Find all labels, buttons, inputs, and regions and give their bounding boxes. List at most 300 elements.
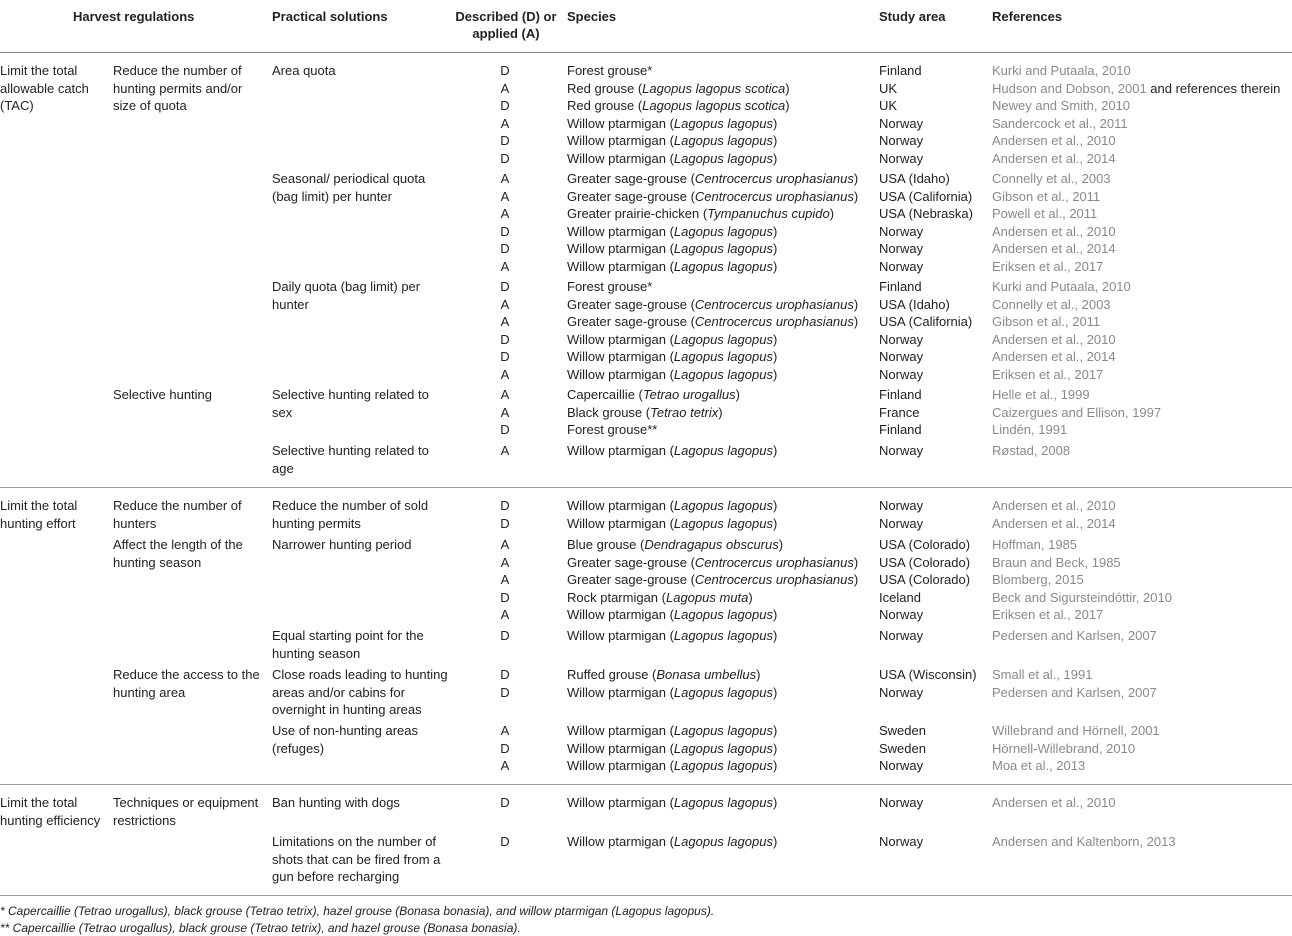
row-species [567, 115, 777, 133]
species-close-paren: ) [748, 589, 753, 605]
row-species [567, 740, 777, 758]
row-code: D [500, 331, 510, 347]
species-scientific-name: Lagopus lagopus [673, 150, 773, 166]
row-reference [992, 348, 1116, 366]
reference-link[interactable]: Kurki and Putaala, 2010 [992, 279, 1131, 294]
reference-link[interactable]: Andersen et al., 2014 [992, 515, 1116, 531]
species-scientific-name: Lagopus lagopus [673, 115, 773, 131]
species-scientific-name: Lagopus lagopus [673, 795, 773, 810]
row-study-area: Finland [879, 279, 922, 294]
reference-link[interactable]: Hoffman, 1985 [992, 537, 1078, 552]
reference-link[interactable]: Newey and Smith, 2010 [992, 98, 1131, 113]
reference-link[interactable]: Braun and Beck, 1985 [992, 554, 1121, 570]
reference-link[interactable]: Andersen et al., 2010 [992, 331, 1116, 347]
row-study-area: USA (Nebraska) [879, 206, 973, 221]
species-close-paren: ) [772, 795, 778, 810]
row-reference [992, 223, 1116, 241]
row-reference [992, 150, 1116, 168]
row-code: A [500, 366, 510, 382]
species-close-paren: ) [772, 498, 778, 513]
row-species [567, 606, 777, 624]
row-study-area: Norway [879, 684, 924, 700]
species-close-paren: ) [778, 537, 784, 552]
species-scientific-name: Lagopus lagopus scotica [642, 80, 786, 96]
header-harvest-regulations: Harvest regulations [73, 9, 195, 24]
species-common-name: Willow ptarmigan ( [567, 740, 674, 756]
reference-link[interactable]: Gibson et al., 2011 [992, 188, 1101, 204]
section-divider [0, 784, 1292, 785]
row-species [567, 442, 777, 460]
row-reference [992, 606, 1103, 624]
species-scientific-name: Lagopus lagopus [673, 223, 773, 239]
row-reference [992, 366, 1103, 384]
species-common-name: Willow ptarmigan ( [567, 150, 674, 166]
species-common-name: Willow ptarmigan ( [567, 241, 674, 256]
species-close-paren: ) [772, 515, 778, 531]
row-study-area: Norway [879, 366, 924, 382]
species-common-name: Willow ptarmigan ( [567, 723, 674, 738]
species-common-name: Blue grouse ( [567, 537, 645, 552]
row-species [567, 205, 834, 223]
row-code: D [500, 628, 510, 643]
header-practical-solutions: Practical solutions [272, 9, 388, 24]
row-study-area: Norway [879, 241, 924, 256]
species-close-paren: ) [772, 331, 778, 347]
solution-daily-quota: Daily quota (bag limit) per hunter [272, 279, 421, 312]
solution-close-roads: Close roads leading to hunting areas and/or cabins for overnight in hunting areas [272, 667, 448, 717]
reference-link[interactable]: Caizergues and Ellison, 1997 [992, 404, 1162, 420]
species-common-name: Willow ptarmigan ( [567, 223, 674, 239]
row-species [567, 536, 783, 554]
row-species [567, 97, 790, 115]
row-code: D [500, 834, 510, 849]
row-reference [992, 205, 1097, 223]
row-code: D [500, 740, 510, 756]
row-reference [992, 132, 1116, 150]
sub-reduce-hunters: Reduce the number of hunters [113, 498, 242, 531]
row-code: A [500, 206, 510, 221]
row-reference [992, 386, 1090, 404]
species-scientific-name: Lagopus lagopus [673, 684, 773, 700]
species-common-name: Willow ptarmigan ( [567, 607, 674, 622]
row-study-area: USA (Wisconsin) [879, 667, 977, 682]
row-species [567, 366, 777, 384]
sub-equipment-restrictions: Techniques or equipment restrictions [113, 795, 259, 828]
row-species [567, 833, 777, 851]
row-study-area: Finland [879, 63, 922, 78]
species-scientific-name: Lagopus lagopus [673, 443, 773, 458]
row-species [567, 757, 777, 775]
species-close-paren: ) [853, 572, 859, 587]
row-study-area: UK [879, 98, 898, 113]
species-scientific-name: Lagopus lagopus [673, 834, 773, 849]
reference-link[interactable]: Kurki and Putaala, 2010 [992, 63, 1131, 78]
reference-link[interactable]: Andersen et al., 2014 [992, 241, 1116, 256]
row-study-area: Norway [879, 133, 924, 148]
row-species [567, 386, 740, 404]
reference-link[interactable]: Eriksen et al., 2017 [992, 366, 1104, 382]
row-species [567, 132, 777, 150]
species-close-paren: ) [829, 206, 835, 221]
solution-refuges: Use of non-hunting areas (refuges) [272, 723, 418, 756]
species-common-name: Forest grouse* [567, 279, 653, 294]
species-close-paren: ) [772, 241, 778, 256]
species-scientific-name: Dendragapus obscurus [644, 537, 779, 552]
row-study-area: Sweden [879, 740, 926, 756]
row-study-area: Norway [879, 443, 924, 458]
row-species [567, 223, 777, 241]
row-species [567, 348, 777, 366]
species-scientific-name: Lagopus lagopus [673, 628, 773, 643]
species-scientific-name: Lagopus lagopus [673, 241, 773, 256]
row-species [567, 421, 657, 439]
species-close-paren: ) [772, 684, 778, 700]
species-scientific-name: Tetrao tetrix [650, 404, 719, 420]
sub-selective-hunting: Selective hunting [113, 387, 213, 402]
row-study-area: Norway [879, 795, 924, 810]
row-study-area: Norway [879, 498, 924, 513]
species-common-name: Willow ptarmigan ( [567, 349, 674, 364]
species-close-paren: ) [772, 223, 778, 239]
species-scientific-name: Centrocercus urophasianus [694, 554, 854, 570]
row-study-area: USA (Colorado) [879, 572, 971, 587]
species-common-name: Willow ptarmigan ( [567, 795, 674, 810]
row-study-area: Finland [879, 422, 922, 437]
row-species [567, 497, 777, 515]
row-reference [992, 331, 1116, 349]
row-study-area: Norway [879, 758, 924, 773]
species-common-name: Willow ptarmigan ( [567, 628, 674, 643]
species-close-paren: ) [772, 133, 778, 148]
row-study-area: Sweden [879, 723, 926, 738]
row-reference [992, 589, 1172, 607]
species-common-name: Willow ptarmigan ( [567, 498, 674, 513]
row-study-area: USA (California) [879, 188, 973, 204]
row-study-area: Norway [879, 834, 924, 849]
footnote-single-asterisk: * Capercaillie (Tetrao urogallus), black grouse (Tetrao tetrix), hazel grouse (Bonasa bonasia), and willow ptarmigan (Lagopus lagopus). [0, 904, 715, 918]
reference-link[interactable]: Hörnell-Willebrand, 2010 [992, 740, 1136, 756]
header-references: References [992, 9, 1063, 24]
reference-link[interactable]: Eriksen et al., 2017 [992, 607, 1104, 622]
row-code: D [500, 223, 510, 239]
species-scientific-name: Lagopus lagopus [673, 607, 773, 622]
species-close-paren: ) [772, 740, 778, 756]
row-reference [992, 666, 1092, 684]
row-code: A [500, 258, 510, 274]
species-scientific-name: Centrocercus urophasianus [694, 171, 854, 186]
solution-sold-permits: Reduce the number of sold hunting permits [272, 498, 429, 531]
species-close-paren: ) [785, 98, 790, 113]
reference-link[interactable]: Small et al., 1991 [992, 667, 1093, 682]
species-common-name: Greater sage-grouse ( [567, 314, 695, 329]
row-reference [992, 421, 1067, 439]
row-study-area: Norway [879, 150, 924, 166]
row-code: D [500, 98, 510, 113]
solution-seasonal-quota: Seasonal/ periodical quota (bag limit) per hunter [272, 171, 426, 204]
species-common-name: Forest grouse* [567, 63, 653, 78]
row-study-area: Norway [879, 607, 924, 622]
row-code: D [500, 63, 510, 78]
header-described-line1: Described (D) or [455, 9, 557, 24]
reference-link[interactable]: Willebrand and Hörnell, 2001 [992, 723, 1160, 738]
species-common-name: Willow ptarmigan ( [567, 684, 674, 700]
row-study-area: Norway [879, 515, 924, 531]
row-study-area: France [879, 404, 920, 420]
species-close-paren: ) [718, 404, 723, 420]
row-species [567, 80, 790, 98]
row-code: D [500, 667, 510, 682]
species-common-name: Greater sage-grouse ( [567, 554, 695, 570]
species-common-name: Greater sage-grouse ( [567, 572, 695, 587]
reference-link[interactable]: Andersen et al., 2010 [992, 223, 1116, 239]
reference-link[interactable]: Pedersen and Karlsen, 2007 [992, 628, 1157, 643]
species-scientific-name: Lagopus lagopus [673, 740, 773, 756]
reference-link[interactable]: Røstad, 2008 [992, 443, 1071, 458]
row-code: D [500, 150, 510, 166]
reference-link[interactable]: Gibson et al., 2011 [992, 314, 1101, 329]
species-close-paren: ) [853, 314, 859, 329]
header-described-line2: applied (A) [472, 26, 540, 41]
species-common-name: Willow ptarmigan ( [567, 758, 674, 773]
row-code: D [500, 422, 510, 437]
row-study-area: Norway [879, 349, 924, 364]
reference-link[interactable]: Andersen et al., 2010 [992, 133, 1116, 148]
reference-link[interactable]: Connelly et al., 2003 [992, 171, 1111, 186]
species-common-name: Greater sage-grouse ( [567, 171, 695, 186]
species-close-paren: ) [853, 296, 859, 312]
species-close-paren: ) [772, 150, 778, 166]
row-reference [992, 313, 1100, 331]
species-scientific-name: Lagopus lagopus [673, 498, 773, 513]
species-common-name: Red grouse ( [567, 98, 643, 113]
species-scientific-name: Lagopus lagopus [673, 723, 773, 738]
row-code: A [500, 314, 510, 329]
species-scientific-name: Centrocercus urophasianus [694, 572, 854, 587]
row-species [567, 313, 858, 331]
species-scientific-name: Lagopus lagopus [673, 349, 773, 364]
row-reference [992, 170, 1111, 188]
sub-reduce-access: Reduce the access to the hunting area [113, 667, 260, 700]
row-species [567, 62, 652, 80]
reference-link[interactable]: Helle et al., 1999 [992, 387, 1090, 402]
reference-link[interactable]: Eriksen et al., 2017 [992, 258, 1104, 274]
row-reference [992, 571, 1084, 589]
row-species [567, 684, 777, 702]
row-code: D [500, 349, 510, 364]
reference-link[interactable]: Hudson and Dobson, 2001 [992, 80, 1147, 96]
row-species [567, 571, 858, 589]
solution-area-quota: Area quota [272, 63, 336, 78]
row-reference [992, 757, 1085, 775]
species-close-paren: ) [772, 115, 778, 131]
section-divider [0, 895, 1292, 896]
reference-link[interactable]: Connelly et al., 2003 [992, 296, 1111, 312]
row-code: A [500, 537, 510, 552]
row-reference [992, 97, 1130, 115]
row-reference [992, 497, 1116, 515]
species-common-name: Willow ptarmigan ( [567, 133, 674, 148]
species-scientific-name: Lagopus muta [665, 589, 749, 605]
row-reference [992, 296, 1111, 314]
species-close-paren: ) [772, 349, 778, 364]
row-species [567, 627, 777, 645]
row-reference [992, 404, 1161, 422]
row-study-area: Norway [879, 331, 924, 347]
reference-link[interactable]: Andersen et al., 2010 [992, 498, 1116, 513]
row-species [567, 258, 777, 276]
row-study-area: Finland [879, 387, 922, 402]
row-species [567, 150, 777, 168]
reference-link[interactable]: Sandercock et al., 2011 [992, 115, 1128, 131]
reference-link[interactable]: Pedersen and Karlsen, 2007 [992, 684, 1157, 700]
row-code: A [500, 723, 510, 738]
row-code: A [500, 443, 510, 458]
category-limit-effort: Limit the total hunting effort [0, 498, 78, 531]
row-reference [992, 833, 1176, 851]
species-scientific-name: Tympanuchus cupido [707, 206, 830, 221]
row-species [567, 331, 777, 349]
row-code: D [500, 498, 510, 513]
species-close-paren: ) [772, 834, 778, 849]
row-study-area: Norway [879, 223, 924, 239]
species-common-name: Ruffed grouse ( [567, 667, 657, 682]
row-code: A [500, 404, 510, 420]
reference-link[interactable]: Beck and Sigursteindóttir, 2010 [992, 589, 1172, 605]
species-common-name: Black grouse ( [567, 404, 651, 420]
row-study-area: USA (Colorado) [879, 537, 971, 552]
species-scientific-name: Tetrao urogallus [642, 387, 736, 402]
section-divider [0, 487, 1292, 488]
row-reference [992, 536, 1077, 554]
species-scientific-name: Lagopus lagopus [673, 515, 773, 531]
species-common-name: Willow ptarmigan ( [567, 115, 674, 131]
row-species [567, 666, 760, 684]
species-scientific-name: Centrocercus urophasianus [694, 314, 854, 329]
species-scientific-name: Bonasa umbellus [656, 667, 757, 682]
row-species [567, 404, 723, 422]
sub-reduce-permits: Reduce the number of hunting permits and/or size of quota [113, 63, 243, 113]
species-scientific-name: Lagopus lagopus [673, 366, 773, 382]
row-study-area: USA (Idaho) [879, 171, 950, 186]
row-species [567, 554, 858, 572]
row-study-area: Norway [879, 628, 924, 643]
species-close-paren: ) [853, 171, 859, 186]
species-close-paren: ) [853, 188, 859, 204]
solution-selective-sex: Selective hunting related to sex [272, 387, 429, 420]
solution-limit-shots: Limitations on the number of shots that can be fired from a gun before recharging [272, 834, 441, 884]
row-reference [992, 684, 1157, 702]
row-reference [992, 627, 1157, 645]
row-code: A [500, 607, 510, 622]
header-study-area: Study area [879, 9, 946, 24]
species-close-paren: ) [735, 387, 740, 402]
species-scientific-name: Lagopus lagopus [673, 331, 773, 347]
category-limit-efficiency: Limit the total hunting efficiency [0, 795, 101, 828]
row-code: A [500, 554, 510, 570]
row-code: D [500, 684, 510, 700]
reference-link[interactable]: Andersen et al., 2014 [992, 349, 1116, 364]
row-reference [992, 115, 1128, 133]
species-common-name: Forest grouse** [567, 422, 658, 437]
row-reference [992, 740, 1135, 758]
row-species [567, 278, 652, 296]
species-common-name: Red grouse ( [567, 80, 643, 96]
species-close-paren: ) [756, 667, 761, 682]
reference-link[interactable]: Lindén, 1991 [992, 422, 1068, 437]
row-study-area: Iceland [879, 589, 921, 605]
solution-narrower-period: Narrower hunting period [272, 537, 412, 552]
species-common-name: Willow ptarmigan ( [567, 443, 674, 458]
row-reference [992, 80, 1280, 98]
species-common-name: Greater sage-grouse ( [567, 296, 695, 312]
sub-season-length: Affect the length of the hunting season [113, 537, 243, 570]
row-code: D [500, 133, 510, 148]
row-species [567, 589, 753, 607]
row-reference [992, 188, 1100, 206]
row-reference [992, 515, 1116, 533]
row-species [567, 188, 858, 206]
row-reference [992, 278, 1131, 296]
header-divider [0, 52, 1292, 53]
row-reference [992, 240, 1116, 258]
row-code: A [500, 572, 510, 587]
reference-link[interactable]: Andersen et al., 2014 [992, 150, 1116, 166]
category-limit-tac: Limit the total allowable catch (TAC) [0, 63, 89, 113]
row-reference [992, 258, 1103, 276]
species-close-paren: ) [772, 628, 778, 643]
species-common-name: Capercaillie ( [567, 387, 643, 402]
species-scientific-name: Lagopus lagopus [673, 758, 773, 773]
row-study-area: USA (California) [879, 314, 973, 329]
reference-link[interactable]: Powell et al., 2011 [992, 206, 1098, 221]
species-close-paren: ) [772, 366, 778, 382]
species-close-paren: ) [785, 80, 790, 96]
row-reference [992, 62, 1131, 80]
row-species [567, 794, 777, 812]
header-species: Species [567, 9, 617, 24]
row-study-area: Norway [879, 115, 924, 131]
row-code: A [500, 188, 510, 204]
row-reference [992, 442, 1070, 460]
row-code: D [500, 279, 510, 294]
reference-link[interactable]: Blomberg, 2015 [992, 572, 1084, 587]
solution-selective-age: Selective hunting related to age [272, 443, 429, 476]
species-common-name: Willow ptarmigan ( [567, 366, 674, 382]
row-study-area: USA (Colorado) [879, 554, 971, 570]
row-code: D [500, 589, 510, 605]
species-common-name: Willow ptarmigan ( [567, 331, 674, 347]
species-scientific-name: Lagopus lagopus [673, 258, 773, 274]
row-reference [992, 722, 1160, 740]
row-code: A [500, 758, 510, 773]
row-code: D [500, 515, 510, 531]
row-study-area: Norway [879, 258, 924, 274]
row-species [567, 170, 858, 188]
row-reference [992, 794, 1116, 812]
species-common-name: Willow ptarmigan ( [567, 515, 674, 531]
row-code: A [500, 171, 510, 186]
row-study-area: USA (Idaho) [879, 296, 950, 312]
reference-link[interactable]: Andersen and Kaltenborn, 2013 [992, 834, 1176, 849]
row-species [567, 722, 777, 740]
reference-link[interactable]: Andersen et al., 2010 [992, 795, 1116, 810]
species-common-name: Rock ptarmigan ( [567, 589, 666, 605]
reference-link[interactable]: Moa et al., 2013 [992, 758, 1086, 773]
solution-ban-dogs: Ban hunting with dogs [272, 795, 400, 810]
row-species [567, 515, 777, 533]
solution-equal-start: Equal starting point for the hunting season [272, 628, 424, 661]
species-common-name: Greater sage-grouse ( [567, 188, 695, 204]
